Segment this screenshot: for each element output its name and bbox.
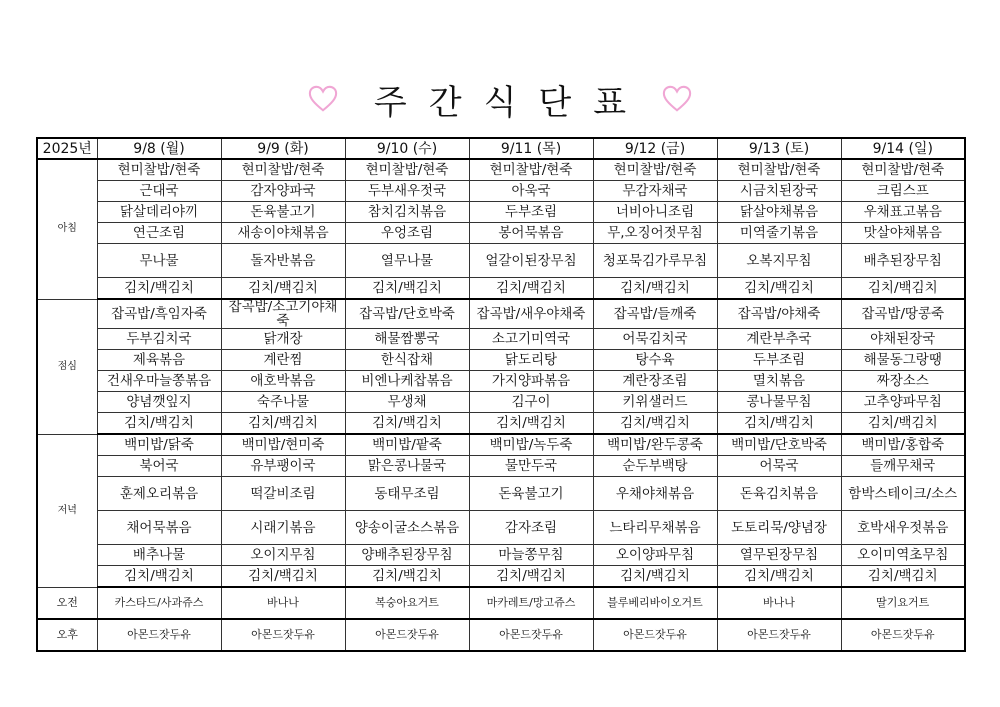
menu-cell: 김치/백김치 bbox=[345, 566, 469, 588]
snack-cell: 아몬드잣두유 bbox=[345, 619, 469, 651]
menu-cell: 양념깻잎지 bbox=[97, 392, 221, 413]
menu-cell: 잡곡밥/들깨죽 bbox=[593, 299, 717, 329]
menu-cell: 양송이굴소스볶음 bbox=[345, 511, 469, 545]
menu-cell: 잡곡밥/단호박죽 bbox=[345, 299, 469, 329]
menu-cell: 닭개장 bbox=[221, 329, 345, 350]
menu-cell: 김치/백김치 bbox=[221, 413, 345, 435]
menu-cell: 제육볶음 bbox=[97, 350, 221, 371]
snack-cell: 아몬드잣두유 bbox=[221, 619, 345, 651]
menu-cell: 느타리무채볶음 bbox=[593, 511, 717, 545]
meal-row bbox=[37, 329, 965, 350]
day-header: 9/13 (토) bbox=[717, 138, 841, 159]
menu-cell: 소고기미역국 bbox=[469, 329, 593, 350]
menu-cell: 무,오징어젓무침 bbox=[593, 223, 717, 244]
menu-cell: 들깨무채국 bbox=[841, 456, 965, 477]
menu-cell: 김치/백김치 bbox=[469, 278, 593, 300]
heart-outline-icon bbox=[662, 84, 692, 114]
menu-cell: 무나물 bbox=[97, 244, 221, 278]
menu-cell: 어묵국 bbox=[717, 456, 841, 477]
menu-cell: 오이미역초무침 bbox=[841, 545, 965, 566]
menu-cell: 크림스프 bbox=[841, 181, 965, 202]
menu-cell: 어묵김치국 bbox=[593, 329, 717, 350]
menu-cell: 도토리묵/양념장 bbox=[717, 511, 841, 545]
menu-cell: 김치/백김치 bbox=[97, 413, 221, 435]
menu-cell: 현미찰밥/현죽 bbox=[97, 159, 221, 181]
meal-row bbox=[37, 202, 965, 223]
snack-cell: 아몬드잣두유 bbox=[717, 619, 841, 651]
snack-row bbox=[37, 619, 965, 651]
menu-cell: 탕수육 bbox=[593, 350, 717, 371]
menu-cell: 김치/백김치 bbox=[841, 566, 965, 588]
menu-cell: 두부조림 bbox=[717, 350, 841, 371]
menu-cell: 한식잡채 bbox=[345, 350, 469, 371]
snack-label: 오전 bbox=[37, 587, 97, 619]
menu-cell: 계란부추국 bbox=[717, 329, 841, 350]
menu-cell: 김치/백김치 bbox=[841, 413, 965, 435]
menu-cell: 백미밥/완두콩죽 bbox=[593, 434, 717, 456]
menu-cell: 채어묵볶음 bbox=[97, 511, 221, 545]
menu-cell: 김치/백김치 bbox=[221, 566, 345, 588]
menu-cell: 잡곡밥/새우야채죽 bbox=[469, 299, 593, 329]
menu-cell: 오이지무침 bbox=[221, 545, 345, 566]
menu-cell: 근대국 bbox=[97, 181, 221, 202]
menu-cell: 시금치된장국 bbox=[717, 181, 841, 202]
menu-cell: 숙주나물 bbox=[221, 392, 345, 413]
menu-cell: 맛살야채볶음 bbox=[841, 223, 965, 244]
meal-row bbox=[37, 278, 965, 300]
menu-cell: 유부팽이국 bbox=[221, 456, 345, 477]
meal-row bbox=[37, 434, 965, 456]
meal-row bbox=[37, 477, 965, 511]
meal-row bbox=[37, 392, 965, 413]
menu-cell: 잡곡밥/야채죽 bbox=[717, 299, 841, 329]
menu-cell: 가지양파볶음 bbox=[469, 371, 593, 392]
menu-cell: 돌자반볶음 bbox=[221, 244, 345, 278]
menu-cell: 마늘쫑무침 bbox=[469, 545, 593, 566]
day-header: 9/8 (월) bbox=[97, 138, 221, 159]
meal-row bbox=[37, 223, 965, 244]
day-header: 9/12 (금) bbox=[593, 138, 717, 159]
menu-cell: 김치/백김치 bbox=[97, 566, 221, 588]
menu-cell: 백미밥/팥죽 bbox=[345, 434, 469, 456]
day-header: 9/10 (수) bbox=[345, 138, 469, 159]
menu-cell: 김구이 bbox=[469, 392, 593, 413]
menu-cell: 두부조림 bbox=[469, 202, 593, 223]
snack-row bbox=[37, 587, 965, 619]
menu-cell: 현미찰밥/현죽 bbox=[221, 159, 345, 181]
meal-row bbox=[37, 159, 965, 181]
menu-cell: 돈육김치볶음 bbox=[717, 477, 841, 511]
menu-cell: 너비아니조림 bbox=[593, 202, 717, 223]
menu-cell: 두부새우젓국 bbox=[345, 181, 469, 202]
menu-cell: 연근조림 bbox=[97, 223, 221, 244]
menu-cell: 열무나물 bbox=[345, 244, 469, 278]
menu-cell: 오이양파무침 bbox=[593, 545, 717, 566]
menu-cell: 계란찜 bbox=[221, 350, 345, 371]
menu-cell: 잡곡밥/흑임자죽 bbox=[97, 299, 221, 329]
menu-cell: 떡갈비조림 bbox=[221, 477, 345, 511]
heart-outline-icon bbox=[308, 84, 338, 114]
menu-cell: 돈육불고기 bbox=[469, 477, 593, 511]
menu-cell: 우엉조림 bbox=[345, 223, 469, 244]
menu-cell: 김치/백김치 bbox=[593, 413, 717, 435]
menu-cell: 돈육불고기 bbox=[221, 202, 345, 223]
menu-cell: 백미밥/현미죽 bbox=[221, 434, 345, 456]
menu-cell: 김치/백김치 bbox=[717, 413, 841, 435]
weekly-menu-table bbox=[36, 137, 966, 652]
menu-cell: 잡곡밥/땅콩죽 bbox=[841, 299, 965, 329]
meal-label: 아침 bbox=[37, 159, 97, 299]
snack-cell: 바나나 bbox=[717, 587, 841, 619]
day-header: 9/14 (일) bbox=[841, 138, 965, 159]
header-row bbox=[37, 138, 965, 159]
menu-cell: 양배추된장무침 bbox=[345, 545, 469, 566]
menu-cell: 김치/백김치 bbox=[469, 413, 593, 435]
page-title: 주간식단표 bbox=[373, 82, 649, 123]
menu-cell: 동태무조림 bbox=[345, 477, 469, 511]
menu-cell: 김치/백김치 bbox=[345, 278, 469, 300]
menu-cell: 백미밥/단호박죽 bbox=[717, 434, 841, 456]
snack-cell: 딸기요거트 bbox=[841, 587, 965, 619]
meal-row bbox=[37, 181, 965, 202]
menu-cell: 닭도리탕 bbox=[469, 350, 593, 371]
menu-cell: 함박스테이크/소스 bbox=[841, 477, 965, 511]
menu-cell: 감자양파국 bbox=[221, 181, 345, 202]
menu-cell: 계란장조림 bbox=[593, 371, 717, 392]
menu-cell: 김치/백김치 bbox=[717, 566, 841, 588]
menu-cell: 야채된장국 bbox=[841, 329, 965, 350]
menu-cell: 미역줄기볶음 bbox=[717, 223, 841, 244]
menu-cell: 김치/백김치 bbox=[593, 566, 717, 588]
menu-cell: 훈제오리볶음 bbox=[97, 477, 221, 511]
menu-cell: 순두부백탕 bbox=[593, 456, 717, 477]
menu-cell: 감자조림 bbox=[469, 511, 593, 545]
meal-row bbox=[37, 371, 965, 392]
menu-cell: 열무된장무침 bbox=[717, 545, 841, 566]
menu-cell: 백미밥/홍합죽 bbox=[841, 434, 965, 456]
menu-cell: 김치/백김치 bbox=[469, 566, 593, 588]
snack-cell: 바나나 bbox=[221, 587, 345, 619]
meal-row bbox=[37, 299, 965, 329]
meal-row bbox=[37, 545, 965, 566]
snack-cell: 카스타드/사과쥬스 bbox=[97, 587, 221, 619]
title-bar bbox=[0, 74, 1000, 124]
menu-cell: 맑은콩나물국 bbox=[345, 456, 469, 477]
menu-cell: 무생채 bbox=[345, 392, 469, 413]
menu-cell: 현미찰밥/현죽 bbox=[345, 159, 469, 181]
snack-cell: 마카레트/망고쥬스 bbox=[469, 587, 593, 619]
menu-cell: 북어국 bbox=[97, 456, 221, 477]
menu-cell: 잡곡밥/소고기야채죽 bbox=[221, 299, 345, 329]
menu-cell: 우채야채볶음 bbox=[593, 477, 717, 511]
menu-cell: 물만두국 bbox=[469, 456, 593, 477]
snack-cell: 아몬드잣두유 bbox=[469, 619, 593, 651]
meal-row bbox=[37, 511, 965, 545]
meal-row bbox=[37, 566, 965, 588]
menu-cell: 키위샐러드 bbox=[593, 392, 717, 413]
snack-cell: 아몬드잣두유 bbox=[593, 619, 717, 651]
meal-label: 저녁 bbox=[37, 434, 97, 587]
menu-cell: 해물짬뽕국 bbox=[345, 329, 469, 350]
snack-label: 오후 bbox=[37, 619, 97, 651]
menu-cell: 봉어묵볶음 bbox=[469, 223, 593, 244]
menu-cell: 콩나물무침 bbox=[717, 392, 841, 413]
menu-cell: 김치/백김치 bbox=[717, 278, 841, 300]
menu-cell: 배추된장무침 bbox=[841, 244, 965, 278]
day-header: 9/9 (화) bbox=[221, 138, 345, 159]
meal-row bbox=[37, 456, 965, 477]
menu-cell: 오복지무침 bbox=[717, 244, 841, 278]
snack-cell: 블루베리바이오거트 bbox=[593, 587, 717, 619]
menu-cell: 건새우마늘쫑볶음 bbox=[97, 371, 221, 392]
menu-cell: 배추나물 bbox=[97, 545, 221, 566]
snack-cell: 아몬드잣두유 bbox=[841, 619, 965, 651]
menu-cell: 참치김치볶음 bbox=[345, 202, 469, 223]
meal-row bbox=[37, 413, 965, 435]
menu-cell: 김치/백김치 bbox=[345, 413, 469, 435]
menu-cell: 호박새우젓볶음 bbox=[841, 511, 965, 545]
menu-cell: 고추양파무침 bbox=[841, 392, 965, 413]
menu-cell: 비엔나케찹볶음 bbox=[345, 371, 469, 392]
menu-cell: 김치/백김치 bbox=[221, 278, 345, 300]
menu-cell: 시래기볶음 bbox=[221, 511, 345, 545]
snack-cell: 아몬드잣두유 bbox=[97, 619, 221, 651]
menu-cell: 현미찰밥/현죽 bbox=[717, 159, 841, 181]
menu-cell: 얼갈이된장무침 bbox=[469, 244, 593, 278]
menu-cell: 무감자채국 bbox=[593, 181, 717, 202]
day-header: 9/11 (목) bbox=[469, 138, 593, 159]
menu-cell: 아욱국 bbox=[469, 181, 593, 202]
menu-cell: 애호박볶음 bbox=[221, 371, 345, 392]
menu-cell: 백미밥/녹두죽 bbox=[469, 434, 593, 456]
menu-cell: 현미찰밥/현죽 bbox=[593, 159, 717, 181]
menu-cell: 김치/백김치 bbox=[97, 278, 221, 300]
menu-cell: 두부김치국 bbox=[97, 329, 221, 350]
menu-cell: 현미찰밥/현죽 bbox=[469, 159, 593, 181]
menu-body bbox=[37, 159, 965, 651]
snack-cell: 복숭아요거트 bbox=[345, 587, 469, 619]
menu-cell: 닭살야채볶음 bbox=[717, 202, 841, 223]
menu-cell: 현미찰밥/현죽 bbox=[841, 159, 965, 181]
menu-cell: 멸치볶음 bbox=[717, 371, 841, 392]
menu-cell: 새송이야채볶음 bbox=[221, 223, 345, 244]
meal-label: 점심 bbox=[37, 299, 97, 434]
menu-cell: 청포묵김가루무침 bbox=[593, 244, 717, 278]
menu-cell: 김치/백김치 bbox=[841, 278, 965, 300]
menu-cell: 김치/백김치 bbox=[593, 278, 717, 300]
menu-cell: 짜장소스 bbox=[841, 371, 965, 392]
menu-cell: 우채표고볶음 bbox=[841, 202, 965, 223]
menu-cell: 백미밥/닭죽 bbox=[97, 434, 221, 456]
meal-row bbox=[37, 244, 965, 278]
menu-cell: 닭살데리야끼 bbox=[97, 202, 221, 223]
meal-row bbox=[37, 350, 965, 371]
year-header: 2025년 bbox=[37, 138, 97, 159]
menu-cell: 해물동그랑땡 bbox=[841, 350, 965, 371]
